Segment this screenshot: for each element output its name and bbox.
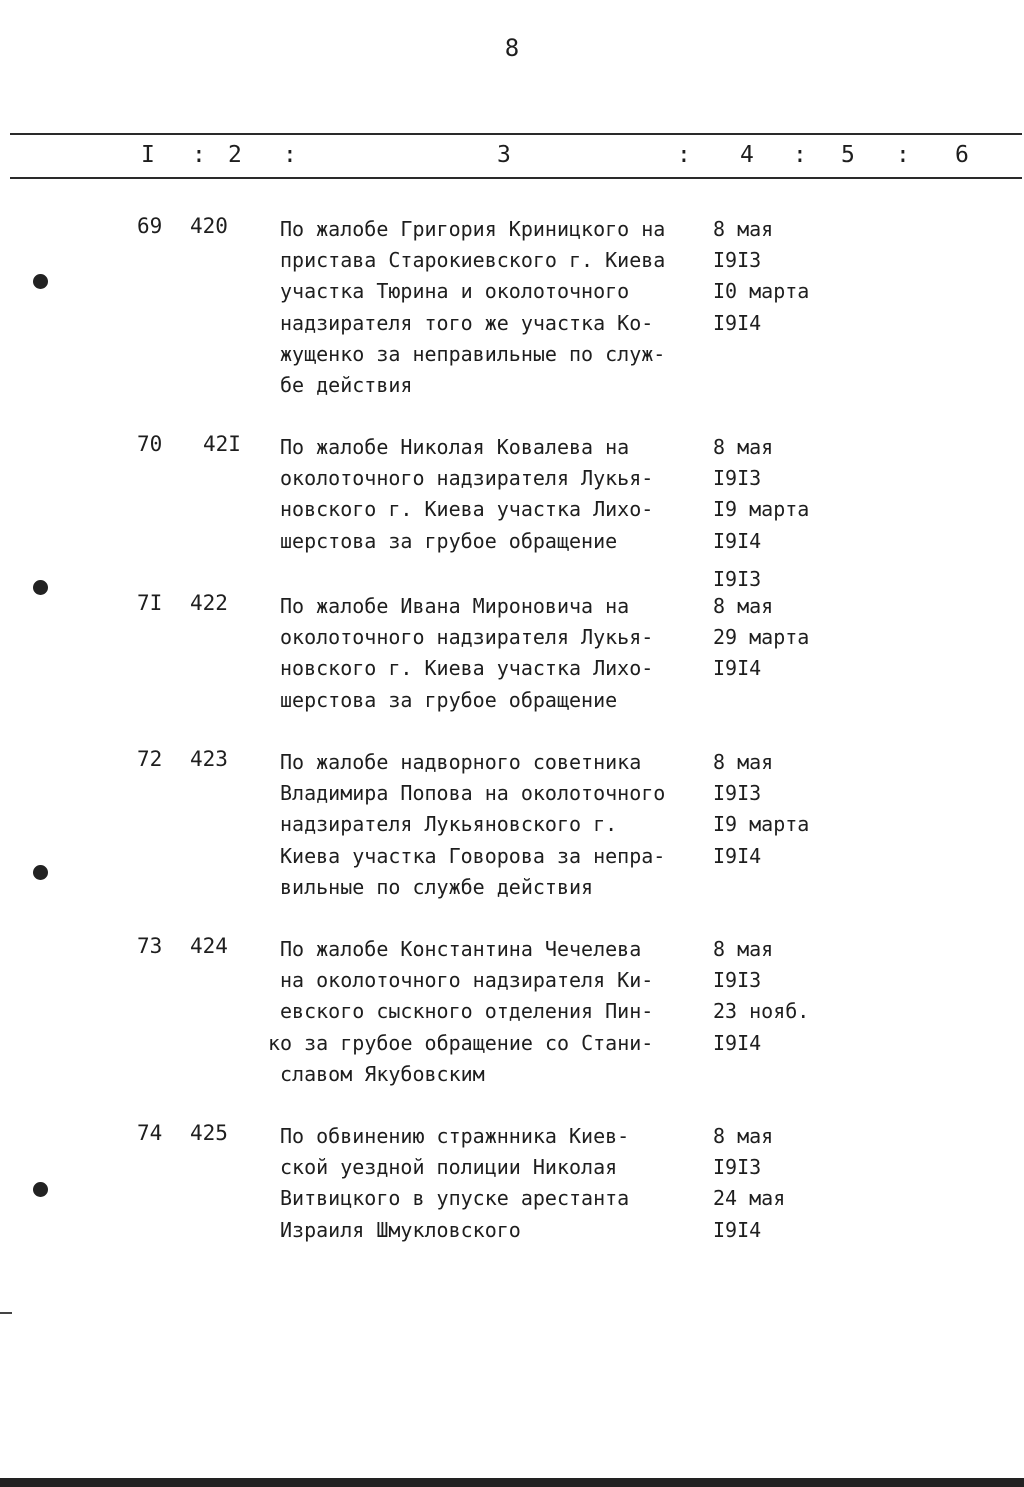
header-col2: 2 (228, 142, 242, 168)
header-col1: I (141, 142, 155, 168)
header-rule-bottom (10, 177, 1022, 179)
date-line: I9I3 (713, 968, 762, 993)
date-line: I9 марта (713, 497, 810, 522)
file-number: 425 (190, 1121, 228, 1145)
header-col6: 6 (955, 142, 969, 168)
date-line: 23 нояб. (713, 999, 810, 1024)
file-number: 423 (190, 747, 228, 771)
row-number: 74 (137, 1121, 163, 1145)
row-number: 69 (137, 214, 163, 238)
description-line: на околоточного надзирателя Ки- (280, 968, 654, 993)
date-line: 8 мая (713, 750, 774, 774)
date-line: I9I3 (713, 466, 762, 491)
date-line: I9I3 (713, 781, 762, 806)
description-line: Витвицкого в упуске арестанта (280, 1186, 630, 1211)
description-line: шерстова за грубое обращение (280, 687, 618, 712)
description-line: славом Якубовским (280, 1061, 485, 1086)
row-number: 7I (137, 591, 163, 615)
date-line: I9I4 (713, 843, 762, 868)
date-above: I9I3 (713, 567, 762, 591)
row-description (268, 934, 700, 1090)
header-separator: : (896, 142, 910, 168)
row-description (280, 1121, 700, 1246)
date-line: I9I4 (713, 1217, 762, 1242)
description-line: новского г. Киева участка Лихо- (280, 656, 654, 681)
header-rule-top (10, 133, 1022, 135)
description-line: Владимира Попова на околоточного (280, 781, 666, 806)
punch-hole-icon (33, 274, 48, 289)
description-line: околоточного надзирателя Лукья- (280, 625, 654, 650)
date-line: I9I3 (713, 248, 762, 273)
description-line: По жалобе надворного советника (280, 750, 642, 774)
date-line: 8 мая (713, 217, 774, 241)
row-dates (713, 934, 853, 1059)
row-dates (713, 432, 853, 557)
date-line: I0 марта (713, 279, 810, 304)
row-dates (713, 214, 853, 339)
row-description (280, 432, 700, 557)
punch-hole-icon (33, 865, 48, 880)
description-line: Израиля Шмукловского (280, 1217, 521, 1242)
row-dates (713, 1121, 853, 1246)
description-line: По жалобе Ивана Мироновича на (280, 594, 630, 618)
description-line: шерстова за грубое обращение (280, 528, 618, 553)
row-dates (713, 591, 853, 685)
description-line: надзирателя Лукьяновского г. (280, 812, 618, 837)
page-number: 8 (504, 34, 520, 62)
file-number: 420 (190, 214, 228, 238)
description-line: ской уездной полиции Николая (280, 1155, 618, 1180)
row-number: 73 (137, 934, 163, 958)
date-line: 8 мая (713, 937, 774, 961)
row-number: 70 (137, 432, 163, 456)
date-line: I9I4 (713, 656, 762, 681)
description-line: новского г. Киева участка Лихо- (280, 497, 654, 522)
header-col5: 5 (841, 142, 855, 168)
header-col4: 4 (740, 142, 754, 168)
description-line: По жалобе Григория Криницкого на (280, 217, 666, 241)
file-number: 424 (190, 934, 228, 958)
description-line: околоточного надзирателя Лукья- (280, 466, 654, 491)
row-dates (713, 747, 853, 872)
description-line: участка Тюрина и околоточного (280, 279, 630, 304)
description-line: ко за грубое обращение со Стани- (268, 1030, 654, 1055)
date-line: I9 марта (713, 812, 810, 837)
date-line: 29 марта (713, 625, 810, 650)
description-line: надзирателя того же участка Ко- (280, 310, 654, 335)
description-line: По жалобе Константина Чечелева (280, 937, 642, 961)
description-line: По обвинению стражнника Киев- (280, 1124, 630, 1148)
date-line: 8 мая (713, 1124, 774, 1148)
punch-hole-icon (33, 580, 48, 595)
header-separator: : (192, 142, 206, 168)
header-separator: : (677, 142, 691, 168)
header-col3: 3 (497, 142, 511, 168)
date-line: I9I4 (713, 528, 762, 553)
bottom-scan-edge (0, 1478, 1024, 1487)
date-line: 24 мая (713, 1186, 786, 1211)
row-description (280, 591, 700, 716)
date-line: 8 мая (713, 435, 774, 459)
date-line: 8 мая (713, 594, 774, 618)
description-line: пристава Старокиевского г. Киева (280, 248, 666, 273)
description-line: вильные по службе действия (280, 874, 594, 899)
header-separator: : (793, 142, 807, 168)
file-number: 42I (203, 432, 241, 456)
row-description (280, 214, 700, 401)
file-number: 422 (190, 591, 228, 615)
date-line: I9I4 (713, 310, 762, 335)
row-number: 72 (137, 747, 163, 771)
date-line: I9I3 (713, 1155, 762, 1180)
date-line: I9I4 (713, 1030, 762, 1055)
description-line: По жалобе Николая Ковалева на (280, 435, 630, 459)
header-separator: : (283, 142, 297, 168)
description-line: жущенко за неправильные по служ- (280, 341, 666, 366)
row-description (280, 747, 700, 903)
description-line: Киева участка Говорова за непра- (280, 843, 666, 868)
description-line: евского сыскного отделения Пин- (280, 999, 654, 1024)
description-line: бе действия (280, 373, 413, 398)
punch-hole-icon (33, 1182, 48, 1197)
margin-tick (0, 1312, 12, 1314)
